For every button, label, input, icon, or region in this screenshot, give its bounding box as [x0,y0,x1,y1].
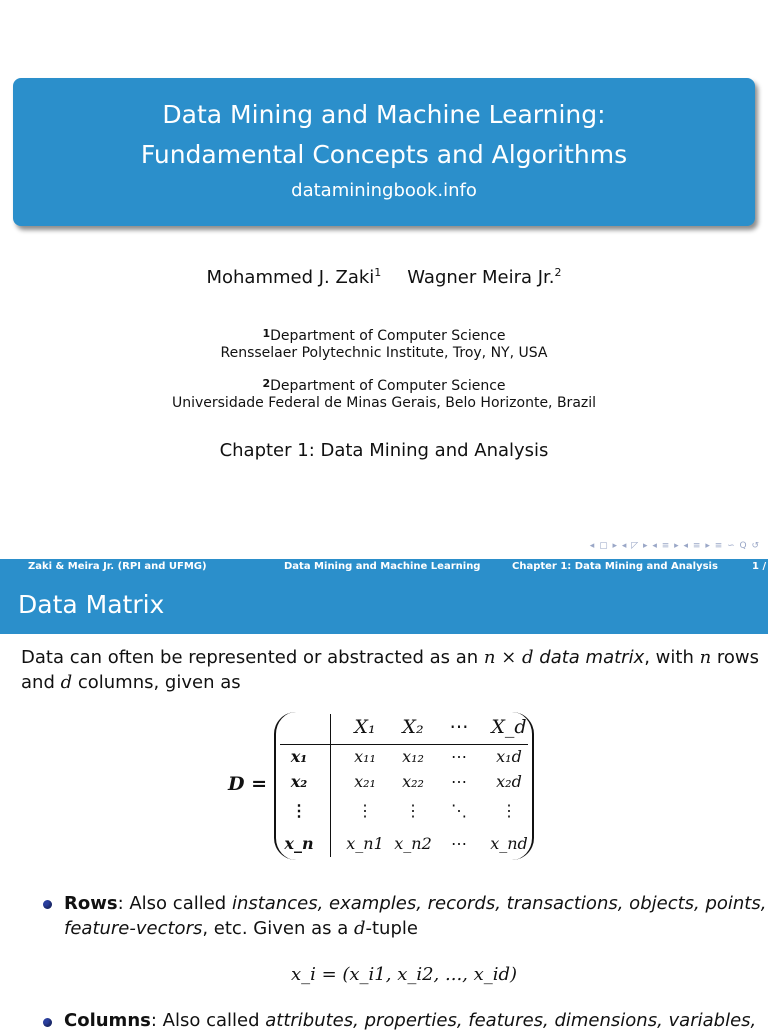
author-1: Mohammed J. Zaki [206,267,375,288]
affiliation-1 [0,325,768,362]
aff-1-dept: Department of Computer Science [270,328,506,344]
matrix-cell: x_nd [490,834,528,853]
row-label: ⋮ [291,801,307,820]
matrix-cell: ⋮ [405,801,421,820]
col-header: X₂ [402,716,424,738]
matrix-cell: ⋮ [357,801,373,820]
title-line-1: Data Mining and Machine Learning: [162,100,606,129]
footer-book: Data Mining and Machine Learning [284,561,481,572]
columns-terms: attributes, properties, features, dimensions, variables, [265,1010,757,1031]
author-2-sup: 2 [554,266,562,279]
tuple-formula: x_i = (x_i1, x_i2, ..., x_id) [290,964,518,985]
columns-label: Columns [64,1010,151,1031]
columns-text-a: : Also called [150,1010,266,1031]
matrix-cell: x₁₁ [354,747,376,766]
bullet-dot [43,1018,52,1027]
matrix-cell: x_n1 [346,834,384,853]
rows-terms: instances, examples, records, transactions, objects, points, [231,893,767,914]
intro-data-matrix: data matrix [533,647,645,668]
footer-chapter: Chapter 1: Data Mining and Analysis [512,561,718,572]
intro-text-b: , with [644,647,700,668]
matrix-cell: ⋮ [501,801,517,820]
intro-line-2 [21,672,241,693]
footer-authors: Zaki & Meira Jr. (RPI and UFMG) [28,561,207,572]
matrix-cell: x₁d [496,747,522,766]
aff-2-dept: Department of Computer Science [270,378,506,394]
rows-bullet-line-1 [64,893,766,914]
intro-line-1 [21,647,759,668]
col-header: X_d [491,716,527,738]
author-2: Wagner Meira Jr. [407,267,555,288]
aff-1-marker: 1 [262,327,271,340]
matrix-vertical-rule [330,714,331,857]
affiliation-2 [0,375,768,412]
author-1-sup: 1 [374,266,382,279]
matrix-cell: x₂₁ [354,772,376,791]
intro-text-c: rows [711,647,760,668]
aff-1-inst: Rensselaer Polytechnic Institute, Troy, NY, USA [220,345,548,361]
aff-2-inst: Universidade Federal de Minas Gerais, Belo Horizonte, Brazil [171,395,597,411]
matrix-cell: x₂₂ [402,772,424,791]
rows-terms-2: feature-vectors [64,918,203,939]
intro2-text-a: and [21,672,61,693]
col-header: ⋯ [449,716,469,738]
bullet-dot [43,900,52,909]
intro-n: n [699,647,712,668]
authors-line [0,266,768,288]
row-label: x₁ [290,747,308,766]
row-label: x₂ [290,772,308,791]
intro-text-a: Data can often be represented or abstracted as an [21,647,484,668]
footer-bar [0,559,768,575]
rows-text-b: , etc. Given as a [202,918,354,939]
rows-text-a: : Also called [117,893,232,914]
matrix-cell: ⋯ [451,747,467,766]
chapter-subtitle: Chapter 1: Data Mining and Analysis [219,440,549,461]
matrix-cell: ⋱ [451,801,467,820]
rows-bullet-line-2 [64,918,418,939]
rows-label: Rows [64,893,118,914]
intro2-text-b: columns, given as [72,672,241,693]
rows-d: d [353,918,366,939]
row-label: x_n [284,834,314,853]
matrix-cell: x_n2 [394,834,432,853]
matrix-horizontal-rule [280,744,528,745]
matrix-cell: ⋯ [451,772,467,791]
footer-page: 1 / [752,561,767,572]
website-link[interactable]: dataminingbook.info [291,180,477,201]
intro-nxd: n × d [483,647,534,668]
frame-title: Data Matrix [18,590,165,619]
matrix-lhs: D = [228,773,268,795]
aff-2-marker: 2 [262,377,271,390]
matrix-cell: x₁₂ [402,747,424,766]
columns-bullet-line-1 [64,1010,756,1031]
beamer-nav-icons[interactable]: ◂ ▢ ▸ ◂ ◸ ▸ ◂ ≡ ▸ ◂ ≡ ▸ ≡ ∽ Q ↺ [589,541,760,551]
matrix-cell: ⋯ [451,834,467,853]
rows-text-c: -tuple [365,918,418,939]
title-line-2: Fundamental Concepts and Algorithms [140,140,628,169]
intro2-d: d [60,672,73,693]
col-header: X₁ [354,716,376,738]
matrix-cell: x₂d [496,772,522,791]
